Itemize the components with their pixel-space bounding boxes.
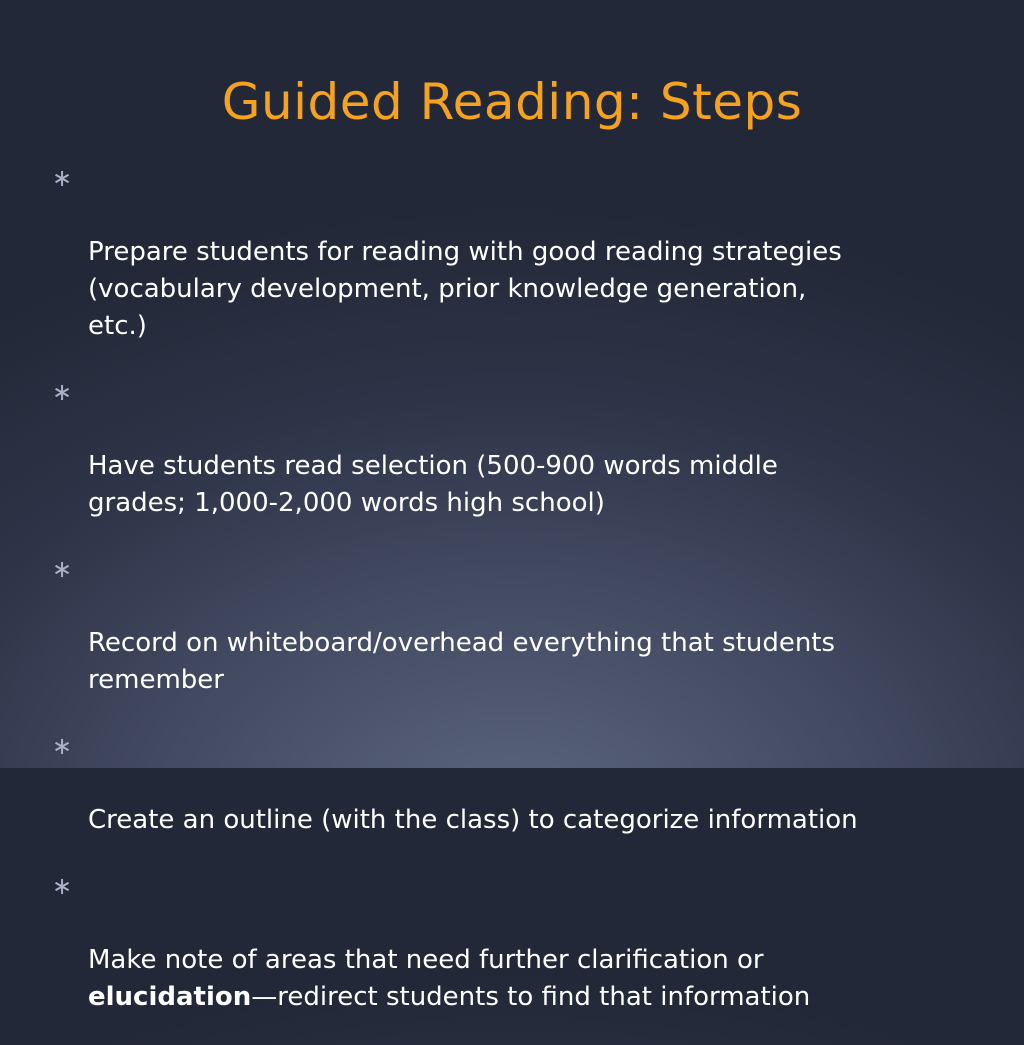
asterisk-bullet-icon: ∗ [52,555,73,583]
bullet-item [52,728,1000,839]
bullet-text: Have students read selection (500-900 words middle grades; 1,000-2,000 words high school) [88,451,778,518]
slide-title: Guided Reading: Steps [221,73,803,131]
bullet-text-pre: Make note of areas that need further clarification or [88,945,764,975]
asterisk-bullet-icon: ∗ [52,378,73,406]
bullet-item [52,160,1000,345]
bullet-list [52,160,1000,1045]
asterisk-bullet-icon: ∗ [52,164,73,192]
bullet-text: Record on whiteboard/overhead everything that students remember [88,628,836,695]
bullet-text: Prepare students for reading with good reading strategies (vocabulary development, prior knowledge generation, etc.) [88,237,842,341]
bullet-bold-term: elucidation [88,982,252,1012]
bullet-item [52,868,1000,1016]
asterisk-bullet-icon: ∗ [52,872,73,900]
bullet-text: Create an outline (with the class) to categorize information [88,805,858,835]
bullet-item [52,374,1000,522]
bullet-text-post: —redirect students to find that information [251,982,811,1012]
asterisk-bullet-icon: ∗ [52,732,73,760]
bullet-item [52,551,1000,699]
